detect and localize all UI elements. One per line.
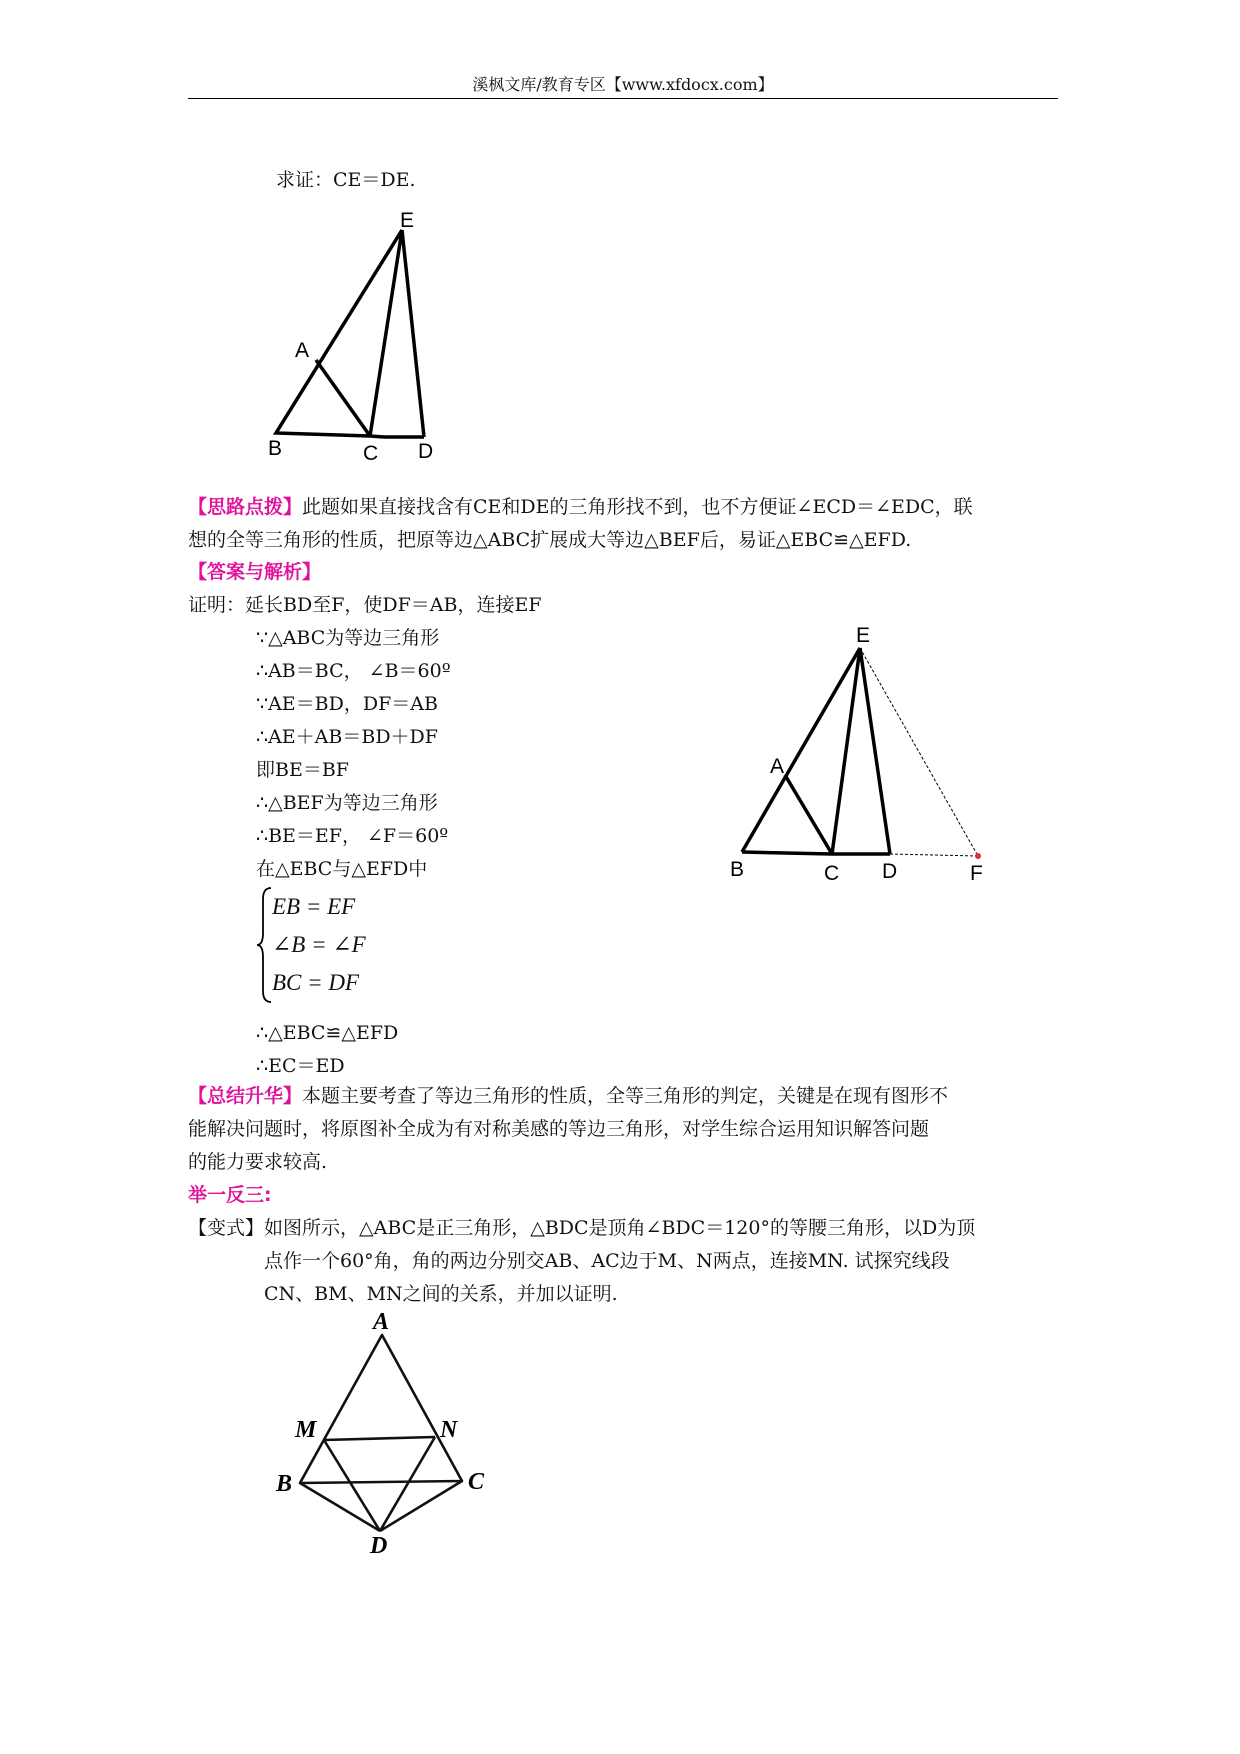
proof-line-9: 在△EBC与△EFD中 <box>256 858 428 880</box>
label-c: C <box>824 862 840 885</box>
proof-line-4: ∵AE＝BD，DF＝AB <box>256 693 438 715</box>
label-e: E <box>400 209 415 232</box>
label-a: A <box>770 755 785 778</box>
variant-tag: 【变式】 <box>188 1217 265 1239</box>
proof-line-6: 即BE＝BF <box>256 759 349 781</box>
label-b: B <box>276 1471 293 1497</box>
variant-line-3: CN、BM、MN之间的关系，并加以证明. <box>264 1283 618 1305</box>
system-eq-1: EB = EF <box>272 894 356 919</box>
proof-line-2: ∵△ABC为等边三角形 <box>256 627 440 649</box>
label-m: M <box>295 1417 317 1443</box>
answer-tag: 【答案与解析】 <box>188 561 322 583</box>
summary-line-3: 的能力要求较高. <box>188 1151 328 1173</box>
prove-statement: 求证：CE＝DE. <box>276 169 416 191</box>
figure-triangle-1 <box>260 205 480 465</box>
conclusion-line-2: ∴EC＝ED <box>256 1055 345 1077</box>
proof-line-3: ∴AB＝BC， ∠B＝60º <box>256 660 451 682</box>
summary-line-1 <box>188 1080 948 1113</box>
hint-text-1: 此题如果直接找含有CE和DE的三角形找不到，也不方便证∠ECD＝∠EDC，联 <box>302 496 973 518</box>
proof-line-8: ∴BE＝EF， ∠F＝60º <box>256 825 449 847</box>
label-a: A <box>295 339 310 362</box>
proof-line-5: ∴AE＋AB＝BD＋DF <box>256 726 438 748</box>
label-c: C <box>363 442 379 465</box>
conclusion-line-1: ∴△EBC≌△EFD <box>256 1022 399 1044</box>
variant-line-2: 点作一个60°角，角的两边分别交AB、AC边于M、N两点，连接MN. 试探究线段 <box>264 1250 950 1272</box>
page-header: 溪枫文库/教育专区【www.xfdocx.com】 <box>188 72 1058 99</box>
label-d: D <box>418 440 434 463</box>
hint-line-2: 想的全等三角形的性质，把原等边△ABC扩展成大等边△BEF后，易证△EBC≌△EFD. <box>188 529 912 551</box>
label-f: F <box>970 862 983 885</box>
hint-tag: 【思路点拨】 <box>188 496 303 518</box>
label-n: N <box>440 1417 458 1443</box>
label-e: E <box>856 624 871 647</box>
practice-tag: 举一反三: <box>188 1184 272 1206</box>
proof-line-7: ∴△BEF为等边三角形 <box>256 792 438 814</box>
label-c: C <box>468 1469 485 1495</box>
label-b: B <box>268 437 283 460</box>
system-eq-2: ∠B = ∠F <box>272 932 366 957</box>
figure-triangle-3 <box>270 1305 510 1559</box>
proof-line-1: 证明：延长BD至F，使DF＝AB，连接EF <box>188 594 542 616</box>
variant-line-1 <box>188 1212 975 1245</box>
point-f-marker <box>975 853 981 859</box>
figure-triangle-2 <box>720 620 1000 890</box>
system-eq-3: BC = DF <box>272 970 360 995</box>
label-d: D <box>370 1533 388 1559</box>
summary-tag: 【总结升华】 <box>188 1085 303 1107</box>
summary-line-2: 能解决问题时，将原图补全成为有对称美感的等边三角形，对学生综合运用知识解答问题 <box>188 1118 930 1140</box>
summary-text-1: 本题主要考查了等边三角形的性质，全等三角形的判定，关键是在现有图形不 <box>302 1085 949 1107</box>
label-a: A <box>373 1309 390 1335</box>
variant-text-1: 如图所示，△ABC是正三角形，△BDC是顶角∠BDC＝120°的等腰三角形，以D为顶 <box>264 1217 976 1239</box>
hint-line-1 <box>188 491 973 524</box>
label-b: B <box>730 858 745 881</box>
label-d: D <box>882 860 898 883</box>
